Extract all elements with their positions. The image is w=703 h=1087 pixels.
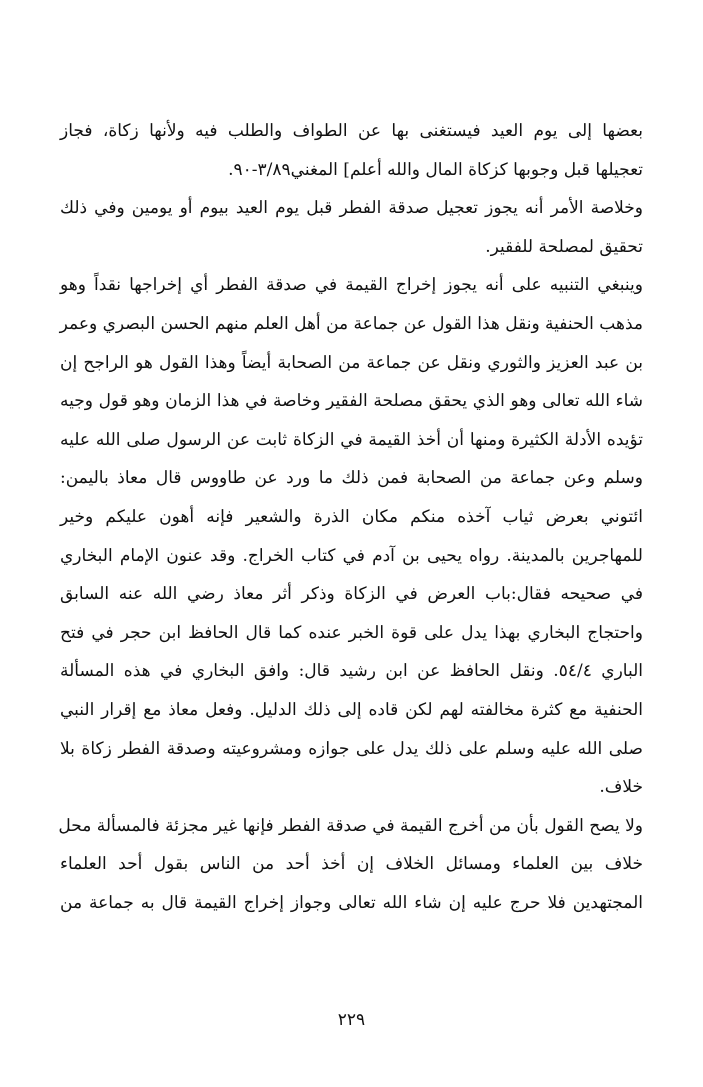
- text-line: ولا يصح القول بأن من أخرج القيمة في صدقة الفطر فإنها غير مجزئة فالمسألة محل: [58, 815, 643, 836]
- text-line: بعضها إلى يوم العيد فيستغنى بها عن الطواف والطلب فيه ولأنها زكاة، فجاز: [60, 121, 643, 141]
- text-line: المجتهدين فلا حرج عليه إن شاء الله تعالى وجواز إخراج القيمة قال به جماعة من: [60, 892, 643, 913]
- text-line: تحقيق لمصلحة للفقير.: [485, 236, 643, 257]
- text-line: صلى الله عليه وسلم على ذلك يدل على جوازه ومشروعيته وصدقة الفطر زكاة بلا: [60, 738, 643, 759]
- text-line: الباري ٥٤/٤. ونقل الحافظ عن ابن رشيد قال: وافق البخاري في هذه المسألة: [60, 661, 643, 682]
- text-line: وخلاصة الأمر أنه يجوز تعجيل صدقة الفطر قبل يوم العيد بيوم أو يومين وفي ذلك: [60, 198, 643, 219]
- text-line: واحتجاج البخاري بهذا يدل على قوة الخبر عنده كما قال الحافظ ابن حجر في فتح: [60, 622, 643, 643]
- text-line: في صحيحه فقال:باب العرض في الزكاة وذكر أثر معاذ رضي الله عنه السابق: [60, 584, 643, 605]
- text-line: تعجيلها قبل وجوبها كزكاة المال والله أعلم] المغني٣/٨٩-٩٠.: [228, 159, 643, 180]
- text-line: وسلم وعن جماعة من الصحابة فمن ذلك ما ورد عن طاووس قال معاذ باليمن:: [60, 468, 643, 489]
- body-text: [60, 112, 643, 922]
- page-number: ٢٢٩: [337, 1010, 366, 1030]
- text-line: وينبغي التنبيه على أنه يجوز إخراج القيمة في صدقة الفطر أي إخراجها نقداً وهو: [60, 275, 643, 296]
- text-line: شاء الله تعالى وهو الذي يحقق مصلحة الفقير وخاصة في هذا الزمان وهو قول وجيه: [60, 391, 643, 412]
- text-line: للمهاجرين بالمدينة. رواه يحيى بن آدم في كتاب الخراج. وقد عنون الإمام البخاري: [60, 545, 643, 566]
- text-line: مذهب الحنفية ونقل هذا القول عن جماعة من أهل العلم منهم الحسن البصري وعمر: [59, 313, 643, 334]
- text-line: الحنفية مع كثرة مخالفته لهم لكن قاده إلى ذلك الدليل. وفعل معاذ مع إقرار النبي: [60, 699, 643, 720]
- text-line: خلاف بين العلماء ومسائل الخلاف إن أخذ أحد من الناس بقول أحد العلماء: [60, 854, 643, 875]
- text-line: ائتوني بعرض ثياب آخذه منكم مكان الذرة والشعير فإنه أهون عليكم وخير: [60, 506, 643, 527]
- text-line: خلاف.: [599, 777, 643, 798]
- text-line: بن عبد العزيز والثوري ونقل عن جماعة من الصحابة أيضاً وهذا القول هو الراجح إن: [60, 352, 643, 373]
- text-line: تؤيده الأدلة الكثيرة ومنها أن أخذ القيمة في الزكاة ثابت عن الرسول صلى الله عليه: [60, 429, 643, 450]
